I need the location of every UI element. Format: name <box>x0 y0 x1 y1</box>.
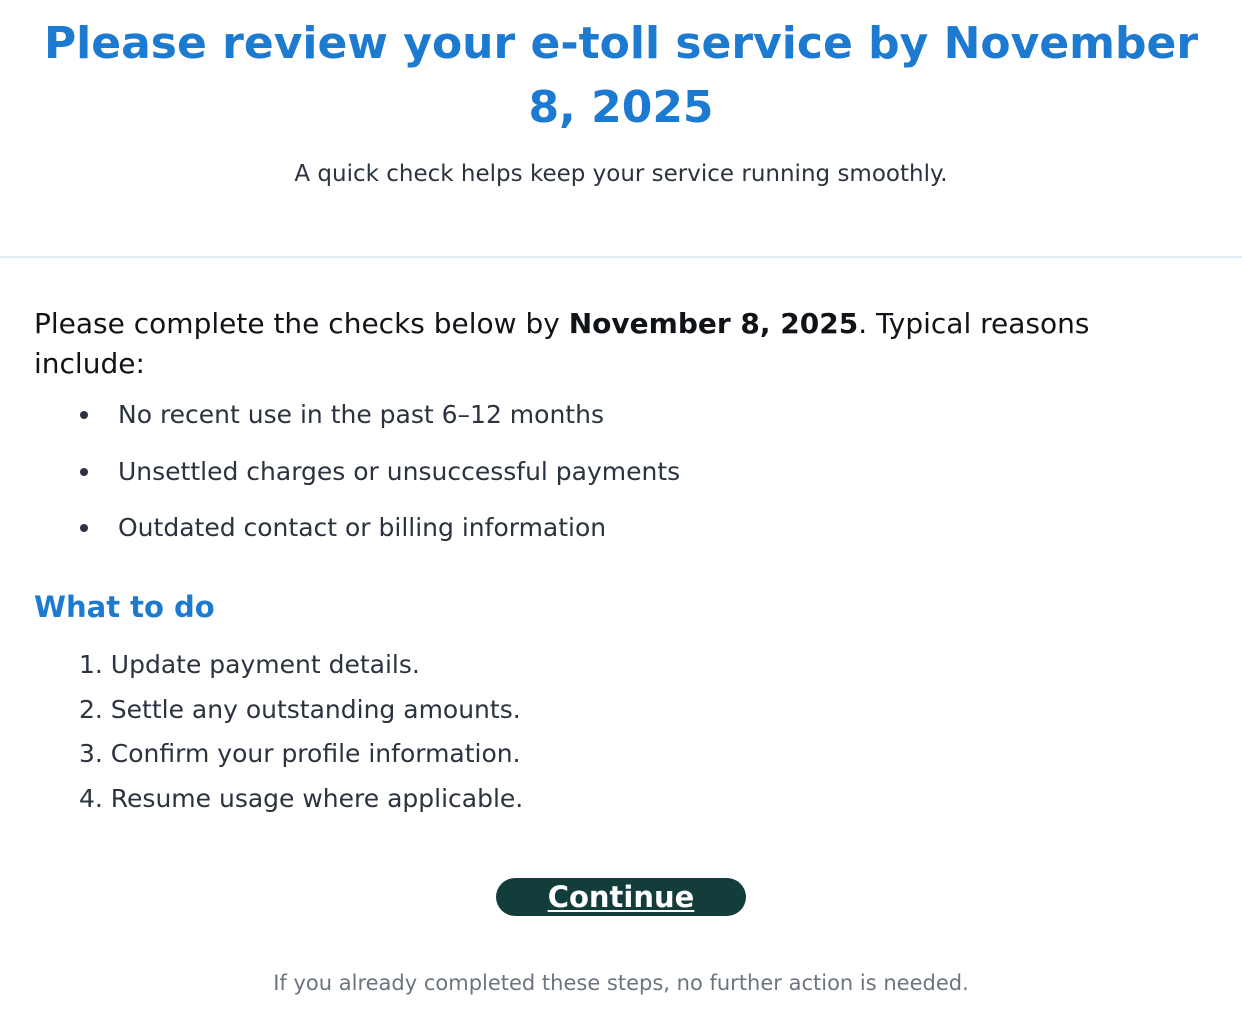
bullet-icon <box>80 468 88 476</box>
continue-button[interactable]: Continue <box>496 878 746 916</box>
steps-list <box>34 643 1208 822</box>
reason-text: Unsettled charges or unsuccessful payments <box>118 456 681 486</box>
intro-paragraph <box>34 304 1208 384</box>
reason-text: Outdated contact or billing information <box>118 513 607 542</box>
what-to-do-heading: What to do <box>34 590 215 624</box>
email-header <box>0 0 1242 258</box>
list-item <box>34 398 1208 432</box>
email-body <box>0 304 1242 998</box>
reason-text: No recent use in the past 6–12 months <box>118 400 604 429</box>
bullet-icon <box>80 411 88 419</box>
list-item <box>34 511 1208 545</box>
footnote: If you already completed these steps, no further action is needed. <box>273 970 969 995</box>
intro-text-before: Please complete the checks below by <box>34 307 569 340</box>
bullet-icon <box>80 524 88 532</box>
page-title: Please review your e-toll service by November 8, 2025 <box>43 18 1199 133</box>
list-item: 4. Resume usage where applicable. <box>79 784 524 814</box>
intro-text-after: . Typical reasons include: <box>34 307 1090 380</box>
cta-container <box>34 878 1208 916</box>
list-item: 3. Confirm your profile information. <box>79 739 521 769</box>
list-item <box>34 455 1208 489</box>
reasons-list <box>34 398 1208 545</box>
deadline-date: November 8, 2025 <box>568 307 859 340</box>
list-item: 2. Settle any outstanding amounts. <box>79 694 521 724</box>
list-item: 1. Update payment details. <box>79 650 420 679</box>
page-subtitle: A quick check helps keep your service running smoothly. <box>294 161 948 187</box>
